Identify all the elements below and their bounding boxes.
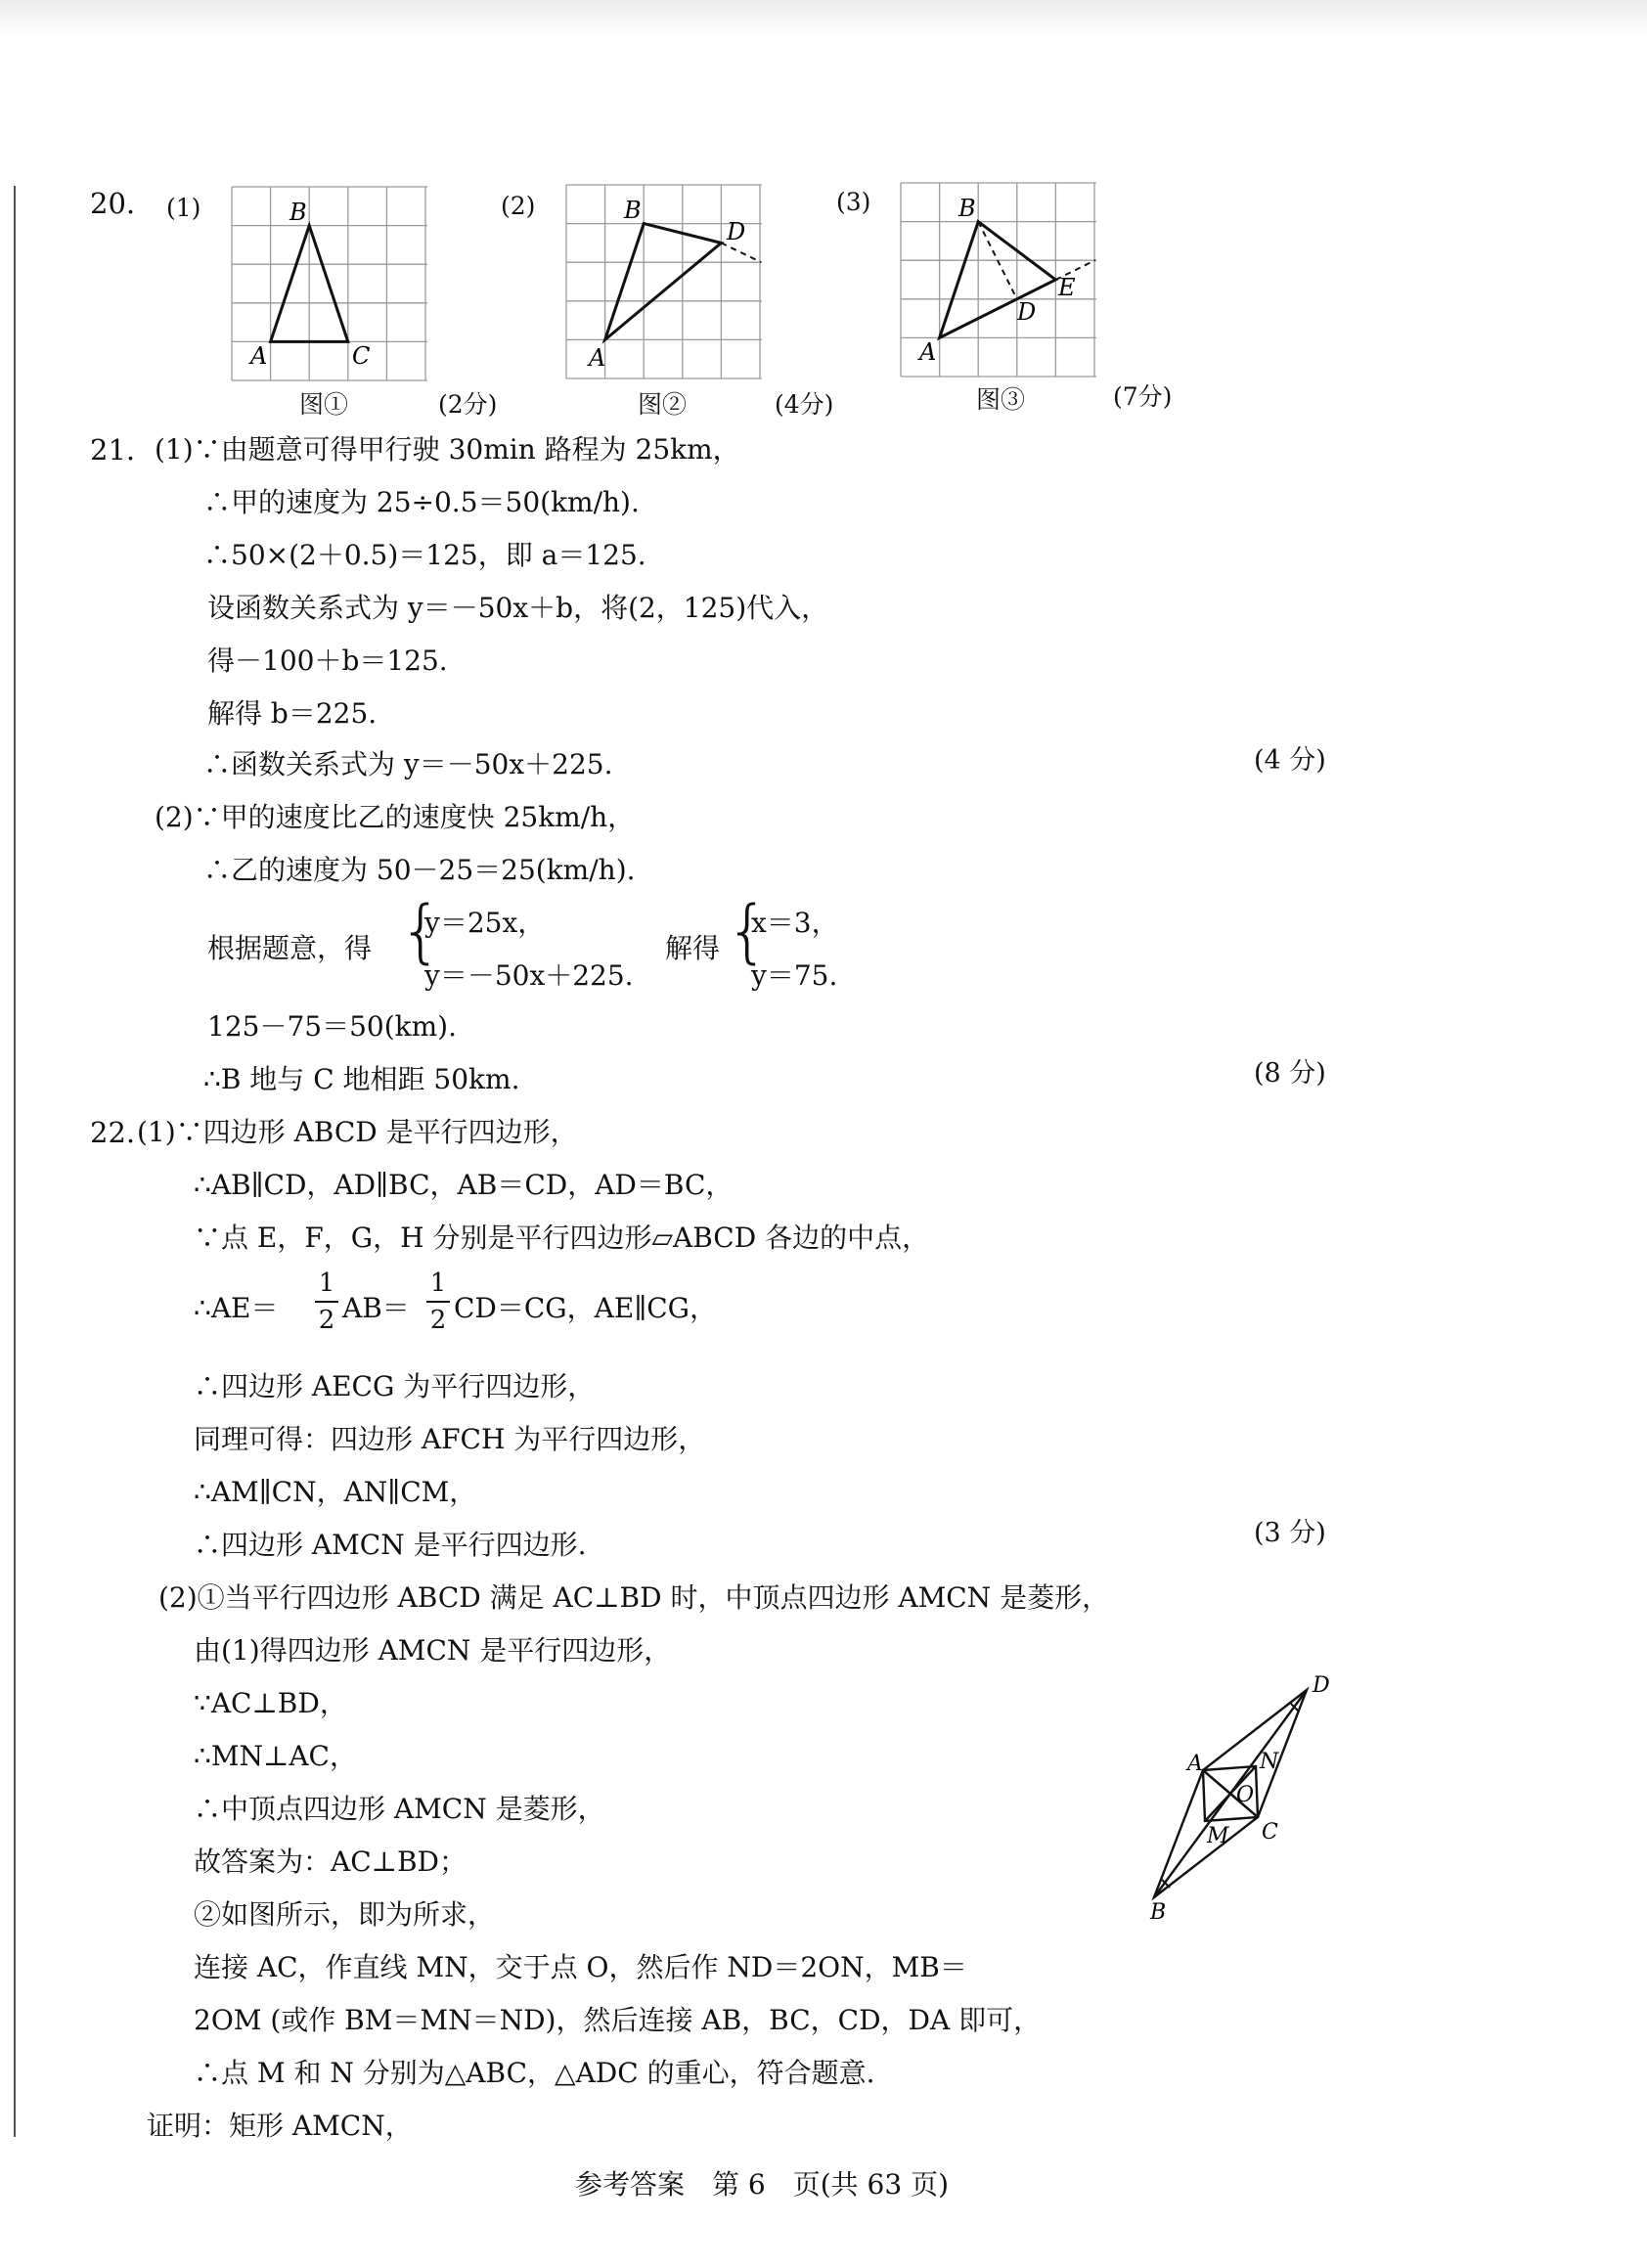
q21-line: (2)∵甲的速度比乙的速度快 25km/h， [155, 801, 636, 833]
q22-line: ②如图所示，即为所求， [194, 1898, 496, 1931]
q22-line: ∴四边形 AMCN 是平行四边形. [194, 1529, 587, 1561]
vertex-D: D [727, 218, 746, 245]
q22-line: 连接 AC，作直线 MN，交于点 O，然后作 ND＝2ON，MB＝ [194, 1951, 967, 1983]
q21-line: 解得 b＝225. [207, 697, 378, 730]
vertex-A: A [589, 344, 606, 372]
vertex-C: C [352, 342, 371, 370]
q22-line: ∵AC⊥BD， [194, 1687, 347, 1719]
q22-line: 同理可得：四边形 AFCH 为平行四边形， [194, 1423, 706, 1455]
fraction-bar [315, 1301, 338, 1303]
q21-eq2: y＝－50x＋225. [424, 959, 634, 992]
left-brace: { [726, 891, 770, 971]
q21-eq1: y＝25x， [424, 907, 546, 939]
q22-fraction-lead: ∴AE＝ [194, 1292, 279, 1324]
q20-points-1: (2分) [438, 390, 498, 419]
q22-score-1: (3 分) [1254, 1518, 1326, 1548]
vertex-E: E [1058, 274, 1076, 301]
q20-part2-label: (2) [501, 192, 536, 220]
point-O: O [1236, 1783, 1255, 1807]
q20-part1-label: (1) [166, 194, 201, 222]
q20-points-3: (7分) [1113, 382, 1173, 411]
q22-fraction-tail: CD＝CG，AE∥CG， [454, 1292, 718, 1324]
q22-line: 由(1)得四边形 AMCN 是平行四边形， [194, 1634, 672, 1667]
q21-score-1: (4 分) [1254, 745, 1326, 776]
q22-line: (2)①当平行四边形 ABCD 满足 AC⊥BD 时，中顶点四边形 AMCN 是菱形， [158, 1581, 1110, 1614]
q20-points-2: (4分) [775, 390, 834, 419]
q22-line: ∴AB∥CD，AD∥BC，AB＝CD，AD＝BC， [194, 1169, 734, 1201]
q21-sol1: x＝3， [751, 907, 839, 939]
q22-line: ∵点 E，F，G，H 分别是平行四边形▱ABCD 各边的中点， [194, 1222, 930, 1254]
q20-figure-2 [565, 184, 763, 379]
q20-caption-3: 图③ [976, 385, 1026, 414]
q22-line: ∴点 M 和 N 分别为△ABC，△ADC 的重心，符合题意. [194, 2057, 875, 2089]
vertex-D: D [1313, 1673, 1330, 1698]
vertex-A: A [1187, 1752, 1203, 1776]
q22-line: ∴中顶点四边形 AMCN 是菱形， [194, 1793, 605, 1825]
q22-line: ∴AM∥CN，AN∥CM， [194, 1476, 477, 1508]
q22-parallelogram-figure [1125, 1663, 1359, 1927]
q21-line: ∴甲的速度为 25÷0.5＝50(km/h). [203, 486, 640, 518]
q21-line: ∴函数关系式为 y＝－50x＋225. [203, 748, 613, 780]
fraction-half [426, 1267, 450, 1336]
q22-line: ∴四边形 AECG 为平行四边形， [194, 1370, 596, 1402]
fraction-half [315, 1267, 338, 1336]
q21-line: (1)∵由题意可得甲行驶 30min 路程为 25km， [155, 433, 740, 466]
q21-number: 21. [90, 433, 136, 467]
vertex-A: A [250, 342, 268, 370]
q21-solve-label: 解得 [665, 932, 721, 964]
vertex-C: C [1262, 1820, 1278, 1845]
fraction-numerator: 1 [429, 1268, 447, 1298]
vertex-A: A [919, 338, 937, 366]
q22-line: (1)∵四边形 ABCD 是平行四边形， [137, 1116, 578, 1148]
fraction-denominator: 2 [429, 1306, 447, 1335]
q20-part3-label: (3) [836, 188, 871, 216]
margin-rule [14, 186, 16, 2137]
left-brace: { [399, 891, 443, 971]
vertex-B: B [624, 197, 642, 224]
q21-line: 125－75＝50(km). [207, 1010, 457, 1043]
q21-line: ∴B 地与 C 地相距 50km. [203, 1063, 520, 1095]
fraction-denominator: 2 [318, 1306, 335, 1335]
q21-system-lead: 根据题意，得 [207, 932, 373, 964]
fraction-numerator: 1 [318, 1268, 335, 1298]
q20-figure-1 [231, 186, 428, 381]
q22-line: 故答案为：AC⊥BD； [194, 1846, 467, 1878]
vertex-B: B [289, 199, 307, 226]
vertex-N: N [1260, 1750, 1279, 1774]
vertex-B: B [958, 195, 976, 222]
fraction-bar [426, 1301, 450, 1303]
q22-line: 2OM (或作 BM＝MN＝ND)，然后连接 AB，BC，CD，DA 即可， [194, 2004, 1042, 2036]
q22-fraction-mid: AB＝ [342, 1292, 410, 1324]
vertex-B: B [1150, 1900, 1167, 1925]
q21-score-2: (8 分) [1254, 1058, 1326, 1089]
q20-figure-3 [900, 182, 1097, 378]
q21-line: ∴乙的速度为 50－25＝25(km/h). [203, 854, 636, 886]
q20-caption-1: 图① [299, 390, 349, 419]
q21-sol2: y＝75. [751, 959, 838, 992]
q20-caption-2: 图② [638, 390, 688, 419]
q21-line: 设函数关系式为 y＝－50x＋b，将(2，125)代入， [207, 592, 829, 624]
q20-number: 20. [90, 187, 136, 220]
q22-line: ∴MN⊥AC， [194, 1740, 357, 1772]
scan-shadow [0, 0, 1647, 39]
q22-line: 证明：矩形 AMCN， [147, 2110, 413, 2142]
vertex-M: M [1207, 1824, 1229, 1848]
vertex-D: D [1017, 298, 1037, 326]
page-footer: 参考答案 第 6 页(共 63 页) [575, 2168, 949, 2201]
q21-line: 得－100＋b＝125. [207, 645, 448, 677]
q22-number: 22. [90, 1116, 136, 1149]
q21-line: ∴50×(2＋0.5)＝125，即 a＝125. [203, 539, 646, 571]
